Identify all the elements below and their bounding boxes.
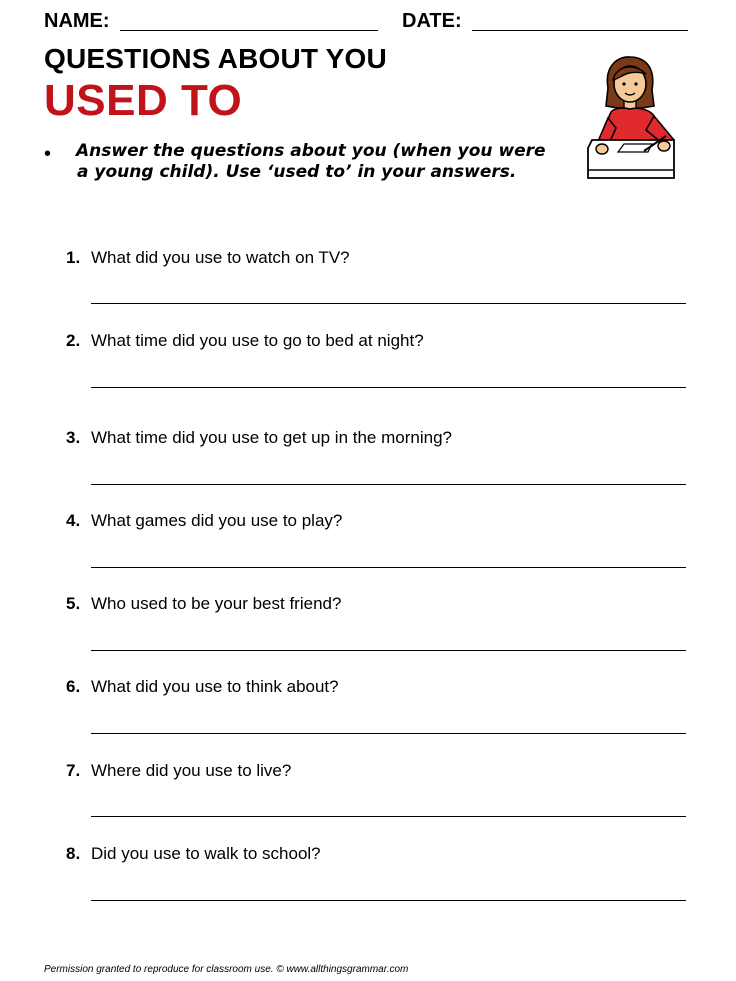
question-number: 8. [66,844,81,863]
page-subtitle: USED TO [44,76,243,125]
question-number: 7. [66,761,81,780]
answer-line[interactable] [91,387,686,388]
answer-line[interactable] [91,816,686,817]
question-text: Where did you use to live? [91,761,292,780]
question-text: What did you use to watch on TV? [91,248,350,267]
question-text: What time did you use to go to bed at night? [91,331,424,350]
answer-line[interactable] [91,303,686,304]
question-text: What games did you use to play? [91,511,343,530]
question-number: 2. [66,331,81,350]
instruction-line-1: Answer the questions about you (when you were [76,141,546,161]
name-label: NAME: [44,10,110,32]
answer-line[interactable] [91,484,686,485]
footer-permission: Permission granted to reproduce for classroom use. © www.allthingsgrammar.com [44,964,409,975]
answer-line[interactable] [91,567,686,568]
instruction-bullet: • [44,143,52,165]
question-number: 6. [66,677,81,696]
answer-line[interactable] [91,733,686,734]
question-number: 5. [66,594,81,613]
date-label: DATE: [402,10,462,32]
answer-line[interactable] [91,650,686,651]
question-text: What did you use to think about? [91,677,339,696]
question-number: 4. [66,511,81,530]
question-text: Did you use to walk to school? [91,844,321,863]
question-number: 1. [66,248,81,267]
instruction-line-2: a young child). Use ‘used to’ in your answers. [77,162,517,182]
page-title: QUESTIONS ABOUT YOU [44,43,387,74]
answer-line[interactable] [91,900,686,901]
question-text: Who used to be your best friend? [91,594,342,613]
question-text: What time did you use to get up in the morning? [91,428,452,447]
question-number: 3. [66,428,81,447]
